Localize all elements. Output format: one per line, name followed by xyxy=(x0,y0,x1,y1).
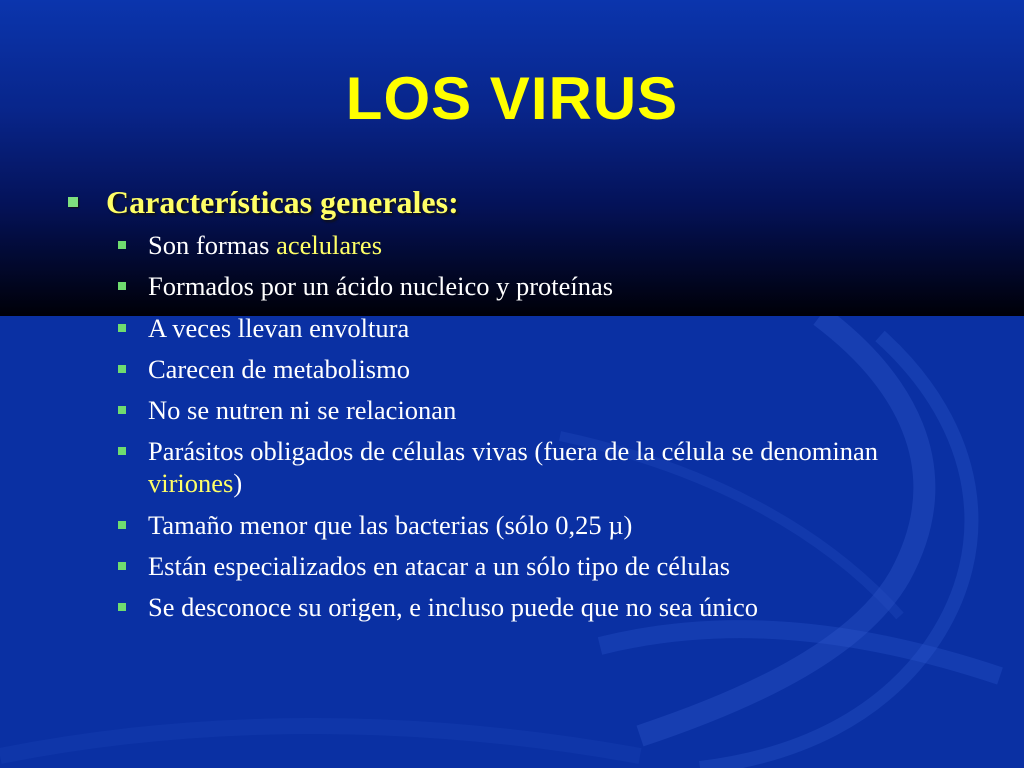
slide-title: LOS VIRUS xyxy=(345,65,679,132)
list-item xyxy=(114,270,944,302)
item-text-end: ) xyxy=(233,468,243,499)
bullet-square-icon xyxy=(118,241,126,249)
list-item xyxy=(114,229,944,261)
list-item xyxy=(114,550,944,582)
item-text: Están especializados en atacar a un sólo tipo de células xyxy=(148,551,731,582)
item-text: Son formas xyxy=(148,230,277,260)
item-text: No se nutren ni se relacionan xyxy=(148,395,457,426)
bullet-square-icon xyxy=(118,282,126,290)
list-item xyxy=(114,353,944,385)
bullet-square-icon xyxy=(118,406,126,414)
bullet-square-icon xyxy=(118,447,126,455)
item-highlight: acelulares xyxy=(276,230,383,260)
list-item xyxy=(114,591,944,623)
item-text: Se desconoce su origen, e incluso puede que no sea único xyxy=(148,592,759,623)
bullet-square-icon xyxy=(68,197,78,207)
bullet-list xyxy=(114,229,944,633)
item-highlight: viriones xyxy=(148,468,234,499)
item-text: A veces llevan envoltura xyxy=(148,312,410,343)
bullet-square-icon xyxy=(118,324,126,332)
item-text: Tamaño menor que las bacterias (sólo 0,25 µ) xyxy=(148,509,633,540)
item-text: Carecen de metabolismo xyxy=(148,353,410,384)
list-item xyxy=(114,509,944,541)
list-item xyxy=(114,312,944,344)
list-item xyxy=(114,394,944,426)
bullet-square-icon xyxy=(118,603,126,611)
item-text: Parásitos obligados de células vivas (fuera de la célula se denominan xyxy=(148,436,878,467)
item-text: Formados por un ácido nucleico y proteínas xyxy=(148,271,614,302)
bullet-square-icon xyxy=(118,562,126,570)
bullet-square-icon xyxy=(118,365,126,373)
list-item xyxy=(114,435,944,499)
main-bullet-text: Características generales: xyxy=(106,184,459,220)
bullet-square-icon xyxy=(118,521,126,529)
